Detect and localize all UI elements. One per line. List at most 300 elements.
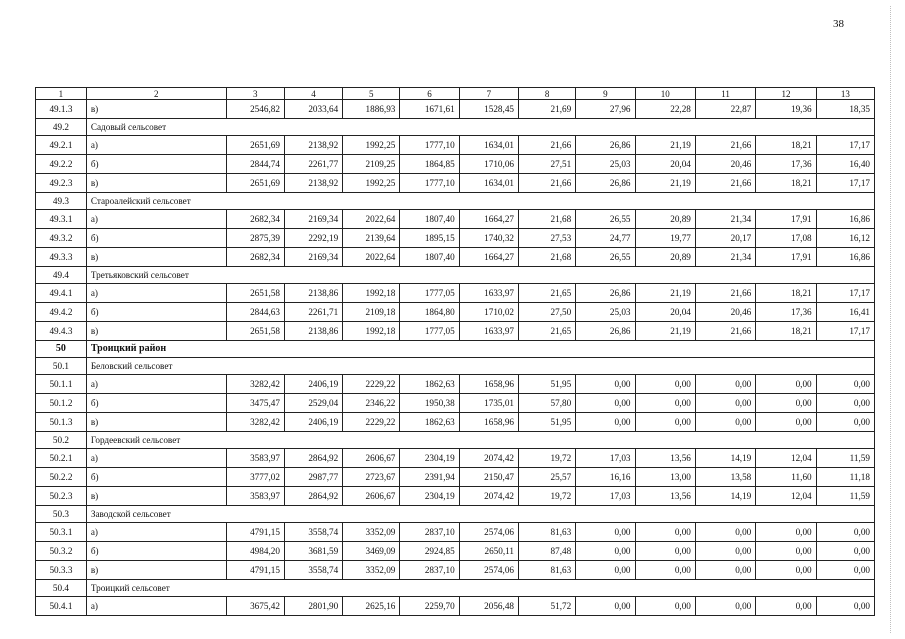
value-cell-col-11: 21,66 <box>695 136 755 155</box>
row-variant-label: в) <box>86 322 226 341</box>
value-cell-col-12: 12,04 <box>756 449 816 468</box>
value-cell-col-7: 1664,27 <box>459 248 518 267</box>
value-cell-col-7: 2074,42 <box>459 449 518 468</box>
value-cell-col-12: 17,08 <box>756 229 816 248</box>
value-cell-col-12: 18,21 <box>756 136 816 155</box>
value-cell-col-4: 2033,64 <box>284 100 342 119</box>
value-cell-col-9: 0,00 <box>576 375 635 394</box>
value-cell-col-13: 0,00 <box>816 523 874 542</box>
value-cell-col-12: 0,00 <box>756 413 816 432</box>
value-cell-col-13: 0,00 <box>816 375 874 394</box>
value-cell-col-13: 0,00 <box>816 542 874 561</box>
row-variant-label: б) <box>86 468 226 487</box>
section-title: Беловский сельсовет <box>86 358 874 375</box>
value-cell-col-3: 2875,39 <box>226 229 284 248</box>
value-cell-col-4: 2801,90 <box>284 597 342 616</box>
section-code: 50.1 <box>36 358 87 375</box>
value-cell-col-7: 1735,01 <box>459 394 518 413</box>
value-cell-col-4: 2138,86 <box>284 284 342 303</box>
value-cell-col-6: 1671,61 <box>400 100 459 119</box>
value-cell-col-9: 26,86 <box>576 322 635 341</box>
value-cell-col-11: 20,46 <box>695 303 755 322</box>
value-cell-col-13: 11,18 <box>816 468 874 487</box>
value-cell-col-11: 14,19 <box>695 487 755 506</box>
col-header-11: 11 <box>695 88 755 100</box>
value-cell-col-4: 2406,19 <box>284 375 342 394</box>
value-cell-col-11: 21,66 <box>695 284 755 303</box>
page-number: 38 <box>833 18 844 30</box>
value-cell-col-12: 12,04 <box>756 487 816 506</box>
section-title: Староалейский сельсовет <box>86 193 874 210</box>
value-cell-col-9: 26,55 <box>576 248 635 267</box>
row-variant-label: в) <box>86 174 226 193</box>
value-cell-col-10: 0,00 <box>635 597 695 616</box>
value-cell-col-6: 1807,40 <box>400 248 459 267</box>
value-cell-col-10: 20,04 <box>635 155 695 174</box>
table-row <box>36 523 875 542</box>
section-title: Садовый сельсовет <box>86 119 874 136</box>
value-cell-col-9: 0,00 <box>576 394 635 413</box>
section-row <box>36 193 875 210</box>
value-cell-col-7: 1658,96 <box>459 375 518 394</box>
value-cell-col-12: 0,00 <box>756 523 816 542</box>
row-variant-label: а) <box>86 375 226 394</box>
value-cell-col-3: 3583,97 <box>226 449 284 468</box>
row-variant-label: в) <box>86 413 226 432</box>
row-code: 49.4.1 <box>36 284 87 303</box>
value-cell-col-9: 0,00 <box>576 561 635 580</box>
value-cell-col-13: 18,35 <box>816 100 874 119</box>
value-cell-col-12: 17,36 <box>756 155 816 174</box>
value-cell-col-7: 1740,32 <box>459 229 518 248</box>
value-cell-col-6: 2837,10 <box>400 561 459 580</box>
col-header-9: 9 <box>576 88 635 100</box>
value-cell-col-13: 17,17 <box>816 322 874 341</box>
value-cell-col-7: 2074,42 <box>459 487 518 506</box>
value-cell-col-10: 13,56 <box>635 449 695 468</box>
col-header-12: 12 <box>756 88 816 100</box>
row-code: 49.3.2 <box>36 229 87 248</box>
value-cell-col-4: 3681,59 <box>284 542 342 561</box>
value-cell-col-13: 11,59 <box>816 449 874 468</box>
section-code: 49.4 <box>36 267 87 284</box>
value-cell-col-3: 3675,42 <box>226 597 284 616</box>
value-cell-col-12: 18,21 <box>756 322 816 341</box>
value-cell-col-8: 81,63 <box>519 561 576 580</box>
row-variant-label: в) <box>86 487 226 506</box>
value-cell-col-9: 0,00 <box>576 413 635 432</box>
row-code: 50.2.3 <box>36 487 87 506</box>
value-cell-col-6: 2304,19 <box>400 449 459 468</box>
row-code: 49.2.2 <box>36 155 87 174</box>
value-cell-col-7: 2650,11 <box>459 542 518 561</box>
row-variant-label: а) <box>86 284 226 303</box>
district-title: Троицкий район <box>86 341 874 358</box>
row-code: 49.1.3 <box>36 100 87 119</box>
value-cell-col-13: 17,17 <box>816 174 874 193</box>
row-code: 50.3.3 <box>36 561 87 580</box>
section-row <box>36 267 875 284</box>
value-cell-col-7: 1634,01 <box>459 174 518 193</box>
value-cell-col-5: 1992,18 <box>343 322 400 341</box>
value-cell-col-5: 2346,22 <box>343 394 400 413</box>
col-header-7: 7 <box>459 88 518 100</box>
table-row <box>36 487 875 506</box>
value-cell-col-11: 0,00 <box>695 375 755 394</box>
section-row <box>36 358 875 375</box>
value-cell-col-11: 20,46 <box>695 155 755 174</box>
value-cell-col-12: 0,00 <box>756 394 816 413</box>
value-cell-col-10: 20,89 <box>635 210 695 229</box>
page-edge-line <box>890 6 891 633</box>
table-row <box>36 284 875 303</box>
col-header-2: 2 <box>86 88 226 100</box>
row-variant-label: б) <box>86 303 226 322</box>
row-variant-label: в) <box>86 100 226 119</box>
value-cell-col-12: 0,00 <box>756 597 816 616</box>
value-cell-col-4: 2406,19 <box>284 413 342 432</box>
value-cell-col-12: 18,21 <box>756 284 816 303</box>
section-title: Гордеевский сельсовет <box>86 432 874 449</box>
row-code: 49.4.3 <box>36 322 87 341</box>
row-variant-label: а) <box>86 523 226 542</box>
value-cell-col-9: 27,96 <box>576 100 635 119</box>
value-cell-col-5: 3352,09 <box>343 561 400 580</box>
value-cell-col-6: 1777,05 <box>400 284 459 303</box>
section-code: 50.4 <box>36 580 87 597</box>
section-row <box>36 580 875 597</box>
value-cell-col-7: 2574,06 <box>459 523 518 542</box>
row-variant-label: в) <box>86 248 226 267</box>
value-cell-col-8: 25,57 <box>519 468 576 487</box>
value-cell-col-3: 2844,74 <box>226 155 284 174</box>
col-header-4: 4 <box>284 88 342 100</box>
value-cell-col-13: 16,41 <box>816 303 874 322</box>
table-row <box>36 413 875 432</box>
value-cell-col-6: 1807,40 <box>400 210 459 229</box>
value-cell-col-12: 19,36 <box>756 100 816 119</box>
district-row <box>36 341 875 358</box>
value-cell-col-12: 0,00 <box>756 375 816 394</box>
value-cell-col-8: 21,65 <box>519 284 576 303</box>
value-cell-col-10: 13,56 <box>635 487 695 506</box>
row-variant-label: б) <box>86 155 226 174</box>
value-cell-col-13: 16,40 <box>816 155 874 174</box>
value-cell-col-3: 2682,34 <box>226 210 284 229</box>
value-cell-col-6: 2304,19 <box>400 487 459 506</box>
value-cell-col-11: 0,00 <box>695 561 755 580</box>
value-cell-col-6: 1864,80 <box>400 303 459 322</box>
value-cell-col-8: 21,65 <box>519 322 576 341</box>
value-cell-col-10: 0,00 <box>635 561 695 580</box>
value-cell-col-7: 2150,47 <box>459 468 518 487</box>
value-cell-col-7: 1710,02 <box>459 303 518 322</box>
header-row <box>36 88 875 100</box>
value-cell-col-4: 2987,77 <box>284 468 342 487</box>
section-title: Заводской сельсовет <box>86 506 874 523</box>
value-cell-col-10: 0,00 <box>635 413 695 432</box>
table-row <box>36 210 875 229</box>
value-cell-col-11: 14,19 <box>695 449 755 468</box>
row-code: 49.2.3 <box>36 174 87 193</box>
value-cell-col-9: 0,00 <box>576 523 635 542</box>
value-cell-col-8: 51,95 <box>519 413 576 432</box>
value-cell-col-4: 2169,34 <box>284 210 342 229</box>
value-cell-col-10: 0,00 <box>635 542 695 561</box>
value-cell-col-5: 2723,67 <box>343 468 400 487</box>
value-cell-col-11: 0,00 <box>695 597 755 616</box>
value-cell-col-8: 21,66 <box>519 136 576 155</box>
value-cell-col-13: 17,17 <box>816 136 874 155</box>
value-cell-col-12: 0,00 <box>756 542 816 561</box>
table-row <box>36 375 875 394</box>
value-cell-col-5: 2022,64 <box>343 248 400 267</box>
value-cell-col-7: 1658,96 <box>459 413 518 432</box>
row-code: 49.4.2 <box>36 303 87 322</box>
col-header-1: 1 <box>36 88 87 100</box>
row-variant-label: б) <box>86 542 226 561</box>
value-cell-col-13: 16,12 <box>816 229 874 248</box>
value-cell-col-13: 11,59 <box>816 487 874 506</box>
value-cell-col-5: 2229,22 <box>343 413 400 432</box>
value-cell-col-3: 4791,15 <box>226 523 284 542</box>
value-cell-col-12: 17,91 <box>756 210 816 229</box>
value-cell-col-11: 21,66 <box>695 322 755 341</box>
row-variant-label: б) <box>86 394 226 413</box>
value-cell-col-11: 22,87 <box>695 100 755 119</box>
section-row <box>36 432 875 449</box>
value-cell-col-10: 21,19 <box>635 322 695 341</box>
value-cell-col-8: 27,50 <box>519 303 576 322</box>
table-row <box>36 449 875 468</box>
value-cell-col-8: 19,72 <box>519 487 576 506</box>
row-variant-label: в) <box>86 561 226 580</box>
value-cell-col-3: 2651,69 <box>226 174 284 193</box>
value-cell-col-9: 26,86 <box>576 284 635 303</box>
value-cell-col-10: 0,00 <box>635 394 695 413</box>
value-cell-col-3: 2651,58 <box>226 322 284 341</box>
value-cell-col-13: 0,00 <box>816 597 874 616</box>
value-cell-col-6: 1862,63 <box>400 413 459 432</box>
value-cell-col-11: 0,00 <box>695 394 755 413</box>
section-row <box>36 506 875 523</box>
row-code: 50.1.1 <box>36 375 87 394</box>
value-cell-col-6: 2259,70 <box>400 597 459 616</box>
value-cell-col-11: 21,34 <box>695 210 755 229</box>
value-cell-col-5: 2625,16 <box>343 597 400 616</box>
value-cell-col-10: 13,00 <box>635 468 695 487</box>
row-variant-label: а) <box>86 449 226 468</box>
value-cell-col-3: 2546,82 <box>226 100 284 119</box>
value-cell-col-3: 4984,20 <box>226 542 284 561</box>
value-cell-col-9: 25,03 <box>576 303 635 322</box>
value-cell-col-12: 11,60 <box>756 468 816 487</box>
value-cell-col-11: 20,17 <box>695 229 755 248</box>
value-cell-col-3: 3282,42 <box>226 375 284 394</box>
value-cell-col-5: 3352,09 <box>343 523 400 542</box>
value-cell-col-5: 1992,18 <box>343 284 400 303</box>
value-cell-col-4: 2169,34 <box>284 248 342 267</box>
row-code: 50.4.1 <box>36 597 87 616</box>
value-cell-col-9: 0,00 <box>576 597 635 616</box>
value-cell-col-12: 0,00 <box>756 561 816 580</box>
value-cell-col-11: 13,58 <box>695 468 755 487</box>
value-cell-col-9: 25,03 <box>576 155 635 174</box>
value-cell-col-6: 1777,10 <box>400 136 459 155</box>
value-cell-col-10: 20,04 <box>635 303 695 322</box>
row-code: 50.2.2 <box>36 468 87 487</box>
value-cell-col-7: 1633,97 <box>459 322 518 341</box>
col-header-5: 5 <box>343 88 400 100</box>
table-row <box>36 597 875 616</box>
tariff-table <box>35 87 875 616</box>
table-row <box>36 229 875 248</box>
value-cell-col-9: 24,77 <box>576 229 635 248</box>
row-code: 50.1.3 <box>36 413 87 432</box>
row-code: 50.2.1 <box>36 449 87 468</box>
value-cell-col-5: 2229,22 <box>343 375 400 394</box>
value-cell-col-7: 1710,06 <box>459 155 518 174</box>
value-cell-col-5: 3469,09 <box>343 542 400 561</box>
value-cell-col-4: 3558,74 <box>284 561 342 580</box>
section-code: 49.3 <box>36 193 87 210</box>
value-cell-col-4: 2864,92 <box>284 487 342 506</box>
value-cell-col-9: 26,86 <box>576 174 635 193</box>
value-cell-col-9: 17,03 <box>576 487 635 506</box>
value-cell-col-10: 22,28 <box>635 100 695 119</box>
value-cell-col-4: 2138,92 <box>284 136 342 155</box>
value-cell-col-10: 19,77 <box>635 229 695 248</box>
value-cell-col-13: 0,00 <box>816 413 874 432</box>
value-cell-col-9: 26,55 <box>576 210 635 229</box>
table-body <box>36 100 875 616</box>
col-header-13: 13 <box>816 88 874 100</box>
table-row <box>36 561 875 580</box>
value-cell-col-11: 21,34 <box>695 248 755 267</box>
value-cell-col-11: 21,66 <box>695 174 755 193</box>
section-code: 50.2 <box>36 432 87 449</box>
district-code: 50 <box>36 341 87 358</box>
value-cell-col-13: 0,00 <box>816 394 874 413</box>
section-code: 50.3 <box>36 506 87 523</box>
value-cell-col-8: 21,68 <box>519 248 576 267</box>
value-cell-col-8: 27,53 <box>519 229 576 248</box>
value-cell-col-10: 20,89 <box>635 248 695 267</box>
value-cell-col-6: 2837,10 <box>400 523 459 542</box>
value-cell-col-6: 1950,38 <box>400 394 459 413</box>
value-cell-col-9: 26,86 <box>576 136 635 155</box>
value-cell-col-13: 16,86 <box>816 210 874 229</box>
value-cell-col-8: 51,72 <box>519 597 576 616</box>
row-variant-label: а) <box>86 597 226 616</box>
value-cell-col-3: 2651,58 <box>226 284 284 303</box>
value-cell-col-11: 0,00 <box>695 542 755 561</box>
value-cell-col-5: 1992,25 <box>343 136 400 155</box>
value-cell-col-9: 16,16 <box>576 468 635 487</box>
value-cell-col-13: 17,17 <box>816 284 874 303</box>
table-row <box>36 248 875 267</box>
value-cell-col-8: 21,66 <box>519 174 576 193</box>
value-cell-col-3: 3583,97 <box>226 487 284 506</box>
value-cell-col-3: 2682,34 <box>226 248 284 267</box>
value-cell-col-8: 87,48 <box>519 542 576 561</box>
value-cell-col-7: 1633,97 <box>459 284 518 303</box>
value-cell-col-6: 1777,10 <box>400 174 459 193</box>
value-cell-col-4: 2261,71 <box>284 303 342 322</box>
value-cell-col-3: 3475,47 <box>226 394 284 413</box>
row-code: 50.3.2 <box>36 542 87 561</box>
table-row <box>36 322 875 341</box>
col-header-10: 10 <box>635 88 695 100</box>
table-row <box>36 100 875 119</box>
table-row <box>36 155 875 174</box>
table-row <box>36 174 875 193</box>
row-code: 49.2.1 <box>36 136 87 155</box>
value-cell-col-5: 2139,64 <box>343 229 400 248</box>
section-code: 49.2 <box>36 119 87 136</box>
value-cell-col-8: 57,80 <box>519 394 576 413</box>
value-cell-col-3: 3777,02 <box>226 468 284 487</box>
value-cell-col-6: 1862,63 <box>400 375 459 394</box>
value-cell-col-8: 19,72 <box>519 449 576 468</box>
value-cell-col-8: 21,69 <box>519 100 576 119</box>
section-title: Третьяковский сельсовет <box>86 267 874 284</box>
value-cell-col-7: 1528,45 <box>459 100 518 119</box>
col-header-6: 6 <box>400 88 459 100</box>
row-variant-label: а) <box>86 136 226 155</box>
value-cell-col-6: 2924,85 <box>400 542 459 561</box>
value-cell-col-5: 2606,67 <box>343 487 400 506</box>
value-cell-col-7: 2574,06 <box>459 561 518 580</box>
value-cell-col-7: 2056,48 <box>459 597 518 616</box>
value-cell-col-5: 1886,93 <box>343 100 400 119</box>
value-cell-col-4: 2529,04 <box>284 394 342 413</box>
value-cell-col-6: 2391,94 <box>400 468 459 487</box>
table-row <box>36 394 875 413</box>
value-cell-col-10: 0,00 <box>635 523 695 542</box>
value-cell-col-9: 17,03 <box>576 449 635 468</box>
value-cell-col-4: 2138,92 <box>284 174 342 193</box>
section-row <box>36 119 875 136</box>
value-cell-col-5: 2022,64 <box>343 210 400 229</box>
table-row <box>36 136 875 155</box>
col-header-8: 8 <box>519 88 576 100</box>
value-cell-col-10: 0,00 <box>635 375 695 394</box>
row-code: 49.3.1 <box>36 210 87 229</box>
value-cell-col-4: 3558,74 <box>284 523 342 542</box>
value-cell-col-13: 16,86 <box>816 248 874 267</box>
value-cell-col-12: 17,36 <box>756 303 816 322</box>
value-cell-col-4: 2261,77 <box>284 155 342 174</box>
table-row <box>36 468 875 487</box>
row-code: 50.3.1 <box>36 523 87 542</box>
row-variant-label: б) <box>86 229 226 248</box>
value-cell-col-6: 1777,05 <box>400 322 459 341</box>
value-cell-col-10: 21,19 <box>635 174 695 193</box>
value-cell-col-3: 2651,69 <box>226 136 284 155</box>
value-cell-col-10: 21,19 <box>635 284 695 303</box>
value-cell-col-10: 21,19 <box>635 136 695 155</box>
value-cell-col-11: 0,00 <box>695 413 755 432</box>
value-cell-col-4: 2292,19 <box>284 229 342 248</box>
value-cell-col-3: 3282,42 <box>226 413 284 432</box>
col-header-3: 3 <box>226 88 284 100</box>
value-cell-col-8: 51,95 <box>519 375 576 394</box>
row-code: 50.1.2 <box>36 394 87 413</box>
value-cell-col-5: 2109,25 <box>343 155 400 174</box>
value-cell-col-12: 18,21 <box>756 174 816 193</box>
value-cell-col-4: 2864,92 <box>284 449 342 468</box>
